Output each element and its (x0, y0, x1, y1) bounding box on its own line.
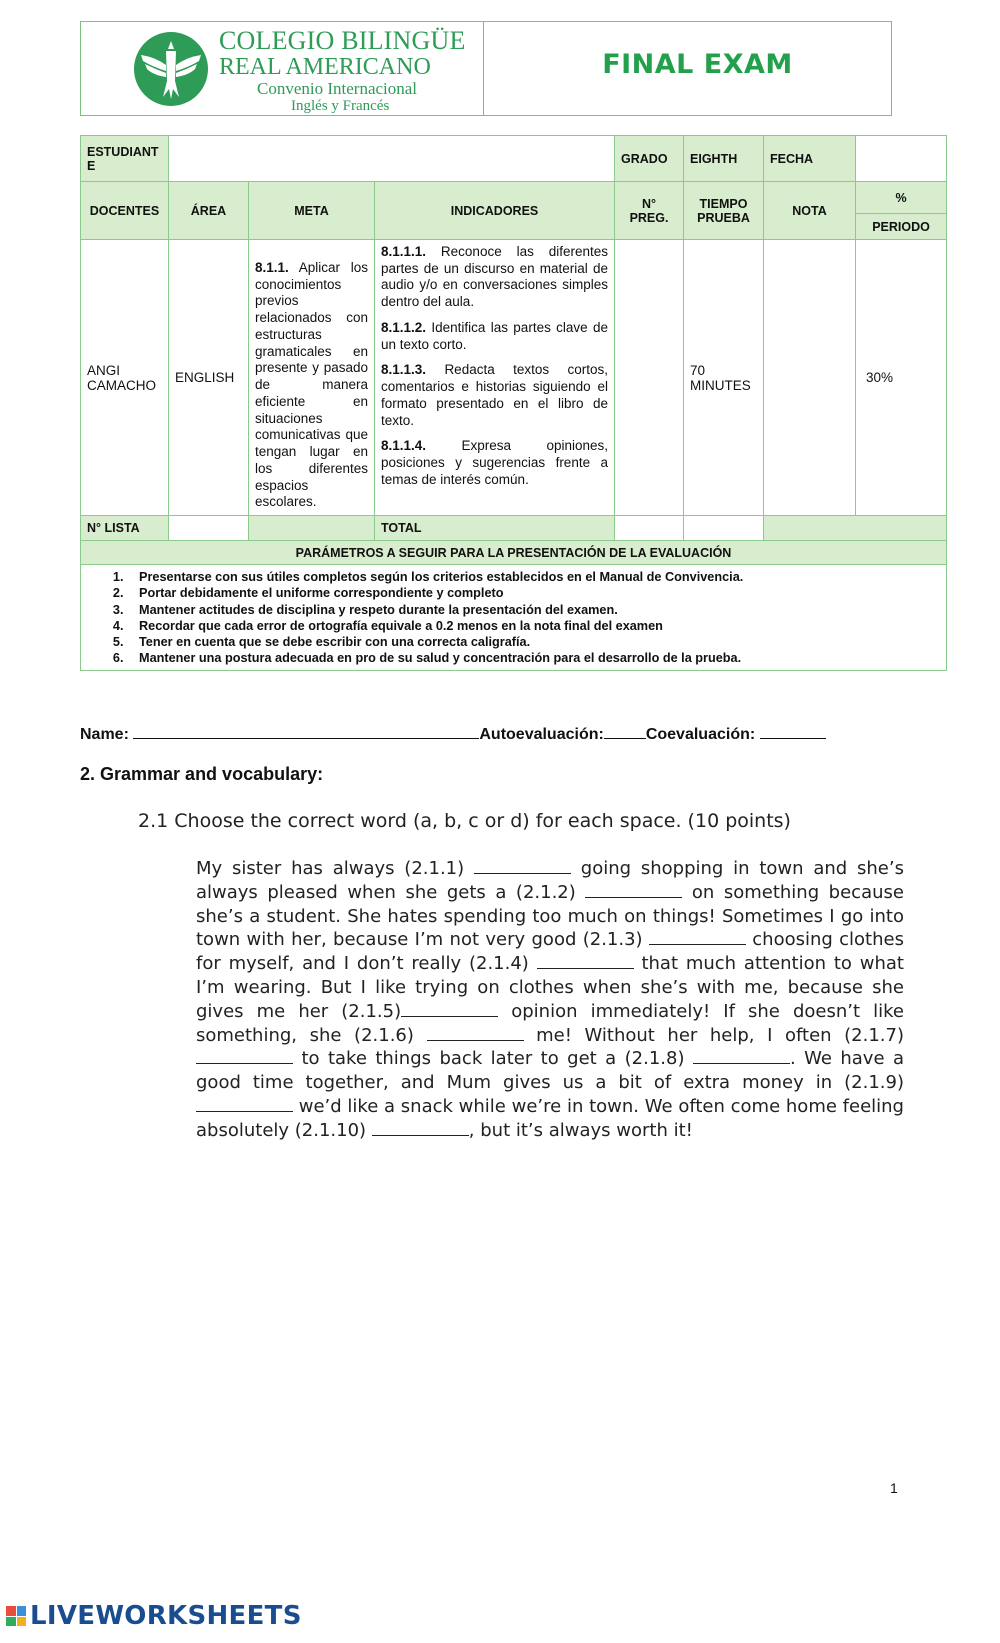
indicator-text: Redacta textos cortos, comentarios e historias siguiendo el formato presentado en el libro de texto. (381, 362, 609, 428)
answer-gap-2-1-6[interactable] (427, 1027, 524, 1041)
estudiante-label: ESTUDIANTE (81, 136, 169, 182)
grado-value: EIGHTH (684, 136, 764, 182)
exam-title: FINAL EXAM (602, 49, 793, 80)
name-line (80, 725, 826, 744)
autoevaluacion-field[interactable] (604, 725, 646, 739)
answer-gap-2-1-4[interactable] (537, 955, 634, 969)
params-cell (81, 565, 947, 671)
nlista-spacer (249, 516, 375, 541)
fecha-label: FECHA (764, 136, 856, 182)
indicator-item (381, 244, 608, 311)
periodo-label: PERIODO (856, 214, 947, 240)
indicadores-label: INDICADORES (375, 182, 615, 240)
grado-label: GRADO (615, 136, 684, 182)
area-label: ÁREA (169, 182, 249, 240)
school-name-line4: Inglés y Francés (291, 98, 390, 114)
answer-gap-2-1-8[interactable] (693, 1050, 790, 1064)
passage-text: on something because she’s a student. She hates spending too much on things! Sometimes I go into town with her, because I’m not very good (2.1.3) (196, 881, 904, 951)
indicators-list (375, 240, 615, 516)
indicator-item (381, 438, 608, 488)
passage-text: we’d like a snack while we’re in town. We often come home feeling absolutely (2.1.10) (196, 1095, 904, 1141)
indicator-text: Reconoce las diferentes partes de un discurso en material de audio y/o en conversaciones simples dentro del aula. (381, 244, 609, 310)
param-item: 1. Presentarse con sus útiles completos según los criterios establecidos en el Manual de Convivencia. (127, 569, 940, 585)
npreg-field[interactable] (615, 240, 684, 516)
meta-text: Aplicar los conocimientos previos relacionados con estructuras gramaticales en presente y pasado de manera eficiente en situaciones comunicativas que tengan lugar en los diferentes espacios escolares. (255, 260, 368, 510)
meta-label: META (249, 182, 375, 240)
answer-gap-2-1-9[interactable] (196, 1098, 293, 1112)
indicator-text: Identifica las partes clave de un texto corto. (381, 319, 608, 352)
nlista-field[interactable] (169, 516, 249, 541)
params-list (87, 569, 940, 667)
autoevaluacion-label: Autoevaluación: (479, 726, 604, 743)
answer-gap-2-1-1[interactable] (474, 860, 571, 874)
passage-text: that much attention to what I’m wearing. But I like trying on clothes when she’s with me, because she gives me her (2.1.5) (196, 953, 904, 1022)
passage-text: . We have a good time together, and Mum gives us a bit of extra money in (2.1.9) (196, 1048, 905, 1094)
school-name-line2: REAL AMERICANO (219, 54, 431, 80)
footer-brand-text: LIVEWORKSHEETS (30, 1601, 302, 1631)
indicator-code: 8.1.1.3. (381, 362, 427, 378)
page-number: 1 (890, 1480, 898, 1496)
passage-text: My sister has always (2.1.1) (196, 858, 465, 879)
passage-text: to take things back later to get a (2.1.8) (301, 1048, 685, 1070)
answer-gap-2-1-2[interactable] (585, 884, 682, 898)
total-field-2[interactable] (684, 516, 764, 541)
area-value: ENGLISH (169, 240, 249, 516)
nlista-label: N° LISTA (81, 516, 169, 541)
cloze-passage (196, 857, 904, 1143)
passage-text: going shopping in town and she’s always pleased when she gets a (2.1.2) (196, 858, 904, 903)
passage-text: opinion immediately! If she doesn’t like something, she (2.1.6) (196, 1000, 904, 1046)
fecha-field[interactable] (856, 136, 947, 182)
total-score (764, 516, 947, 541)
eagle-emblem-icon (133, 31, 209, 107)
periodo-value: 30% (856, 240, 947, 516)
percent-label: % (856, 182, 947, 214)
liveworksheets-logo-icon (6, 1606, 26, 1626)
name-field[interactable] (133, 725, 479, 739)
param-item: 6. Mantener una postura adecuada en pro de su salud y concentración para el desarrollo de la prueba. (127, 650, 940, 666)
param-item: 2. Portar debidamente el uniforme correspondiente y completo (127, 585, 940, 601)
section-title: 2. Grammar and vocabulary: (80, 764, 324, 784)
exam-title-box (484, 22, 891, 115)
indicator-item (381, 320, 608, 353)
tiempo-value: 70 MINUTES (684, 240, 764, 516)
passage-text: , but it’s always worth it! (468, 1119, 693, 1141)
coevaluacion-field[interactable] (760, 725, 826, 739)
npreg-label: N° PREG. (615, 182, 684, 240)
school-name-line1: COLEGIO BILINGÜE (219, 26, 466, 55)
exam-info-table (80, 135, 947, 671)
indicator-code: 8.1.1.1. (381, 244, 427, 259)
indicator-text: Expresa opiniones, posiciones y sugerencias frente a temas de interés común. (381, 438, 609, 487)
indicator-code: 8.1.1.2. (381, 319, 427, 335)
school-branding (81, 22, 484, 115)
param-item: 4. Recordar que cada error de ortografía equivale a 0.2 menos en la nota final del examen (127, 618, 940, 634)
footer-brand[interactable] (6, 1601, 302, 1631)
meta-description (249, 240, 375, 516)
tiempo-label: TIEMPO PRUEBA (684, 182, 764, 240)
param-item: 3. Mantener actitudes de disciplina y respeto durante la presentación del examen. (127, 602, 940, 618)
passage-text: choosing clothes for myself, and I don’t really (2.1.4) (196, 929, 904, 975)
answer-gap-2-1-3[interactable] (649, 931, 746, 945)
docente-value: ANGI CAMACHO (81, 240, 169, 516)
total-label: TOTAL (375, 516, 615, 541)
nota-label: NOTA (764, 182, 856, 240)
answer-gap-2-1-10[interactable] (372, 1122, 469, 1136)
nota-field[interactable] (764, 240, 856, 516)
answer-gap-2-1-7[interactable] (196, 1050, 293, 1064)
exam-header (80, 21, 892, 116)
docentes-label: DOCENTES (81, 182, 169, 240)
passage-text: me! Without her help, I often (2.1.7) (536, 1024, 905, 1046)
name-label: Name: (80, 726, 129, 743)
coevaluacion-label: Coevaluación: (645, 726, 756, 743)
school-name-line3: Convenio Internacional (257, 79, 418, 98)
school-name (219, 28, 466, 114)
indicator-code: 8.1.1.4. (381, 438, 427, 454)
meta-code: 8.1.1. (255, 260, 289, 275)
params-title: PARÁMETROS A SEGUIR PARA LA PRESENTACIÓN DE LA EVALUACIÓN (81, 541, 947, 565)
total-field[interactable] (615, 516, 684, 541)
estudiante-field[interactable] (169, 136, 615, 182)
section-instruction: 2.1 Choose the correct word (a, b, c or d) for each space. (10 points) (138, 810, 791, 832)
answer-gap-2-1-5[interactable] (401, 1003, 498, 1017)
param-item: 5. Tener en cuenta que se debe escribir con una correcta caligrafía. (127, 634, 940, 650)
indicator-item (381, 362, 608, 429)
